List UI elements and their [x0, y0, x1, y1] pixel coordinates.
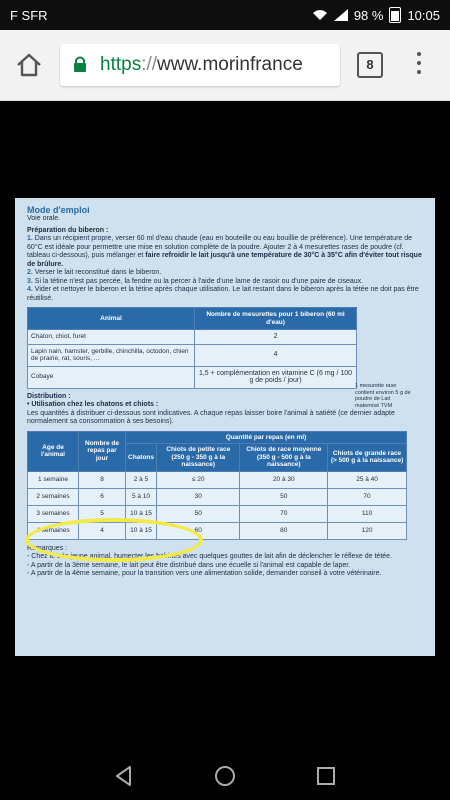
dist-subtitle: • Utilisation chez les chatons et chiots : [27, 401, 159, 408]
prep-step: 4. Vider et nettoyer le biberon et la tétine après chaque utilisation. Le lait restant dans le biberon après la tétée ne doit pas être réutilisé. [27, 286, 419, 302]
dist-title: Distribution : [27, 392, 71, 400]
wifi-icon [312, 9, 328, 21]
clock: 10:05 [407, 7, 440, 23]
table-row: 4 semaines 4 10 à 15 60 80 120 [28, 522, 407, 539]
lock-icon [72, 55, 88, 73]
overflow-menu-icon[interactable] [414, 52, 424, 78]
remark-item: - Chez le très jeune animal, humecter les babines avec quelques gouttes de lait afin de déclencher le réflexe de tétée. [27, 553, 392, 560]
prep-title: Préparation du biberon : [27, 226, 109, 234]
table-header: Chiots de grande race (> 500 g à la naissance) [328, 444, 407, 472]
doc-title: Mode d'emploi [27, 205, 90, 215]
doc-voie: Voie orale. [27, 215, 61, 222]
address-bar[interactable] [60, 44, 340, 86]
home-nav-icon[interactable] [213, 764, 237, 788]
tab-switcher-button[interactable]: 8 [357, 52, 383, 78]
table-row: Cobaye 1,5 + complémentation en vitamine C (6 mg / 100 g de poids / jour) [28, 366, 357, 388]
browser-toolbar [0, 30, 450, 101]
battery-percent: 98 % [353, 7, 384, 23]
table-group-header: Quantité par repas (en ml) [126, 431, 407, 444]
table-header: Chiots de race moyenne (350 g - 500 g à la naissance) [240, 444, 328, 472]
status-bar [0, 0, 450, 30]
remark-item: - A partir de la 4ème semaine, pour la transition vers une alimentation solide, demander conseil à votre vétérinaire. [27, 570, 382, 577]
home-icon[interactable] [14, 50, 44, 80]
url-separator: :// [141, 54, 158, 75]
url-text [100, 54, 330, 76]
table-row: Lapin nain, hamster, gerbille, chinchilla, octodon, chien de prairie, rat, souris, ... 4 [28, 344, 357, 366]
table-row: 3 semaines 5 10 à 15 50 70 110 [28, 505, 407, 522]
carrier-name: F SFR [10, 8, 48, 23]
status-icons [312, 7, 440, 23]
table-header: Chiots de petite race (250 g - 350 g à la naissance) [157, 444, 240, 472]
table-header: Animal [28, 308, 195, 330]
navigation-bar [0, 752, 450, 800]
table-header: Chatons [126, 444, 157, 472]
signal-icon [334, 9, 348, 21]
url-scheme: https [100, 54, 142, 75]
table-row: Chaton, chiot, furet 2 [28, 330, 357, 345]
prep-step: 1. Dans un récipient propre, verser 60 ml d'eau chaude (eau en bouteille ou eau bouillie de préférence). Une température de 60°C est idéale pour permettre une mise en solution complète de la poudre. Ajouter 2 à 4 mesurettes rases de poudre (cf. tableau ci-dessous), puis mélanger et faire refroidir le lait jusqu'à une température de 30°C à 35°C afin d'éviter tout risque de brûlure. [27, 235, 422, 268]
table-row: 2 semaines 6 5 à 10 30 50 70 [28, 488, 407, 505]
battery-icon [389, 7, 401, 23]
remarks-title: Remarques : [27, 544, 68, 552]
side-note: 1 mesurette rase contient environ 5 g de poudre de Lait maternisé TVM [355, 383, 411, 409]
table-header: Nombre de repas par jour [79, 431, 126, 471]
document-image [15, 198, 435, 656]
table-header: Nombre de mesurettes pour 1 biberon (60 ml d'eau) [195, 308, 357, 330]
prep-step: 2. Verser le lait reconstitué dans le biberon. [27, 269, 162, 276]
back-nav-icon[interactable] [112, 764, 136, 788]
table-header: Age de l'animal [28, 431, 79, 471]
url-host: www.morinfrance [157, 54, 303, 75]
prep-step: 3. Si la tétine n'est pas percée, la fendre ou la percer à l'aide d'une lame de rasoir ou d'une paire de ciseaux. [27, 277, 364, 285]
recent-apps-icon[interactable] [314, 764, 338, 788]
remark-item: - A partir de la 3ème semaine, le lait peut être distribué dans une écuelle si l'animal est capable de laper. [27, 561, 351, 569]
dist-text: Les quantités à distribuer ci-dessous sont indicatives. A chaque repas laisser boire l'animal à satiété (ce dernier adapte normalement sa consommation à ses besoins). [27, 409, 395, 425]
dosage-table [27, 307, 357, 389]
yellow-highlight-ring [25, 518, 203, 562]
table-row: 1 semaine 8 2 à 5 ≤ 20 20 à 30 25 à 40 [28, 471, 407, 488]
